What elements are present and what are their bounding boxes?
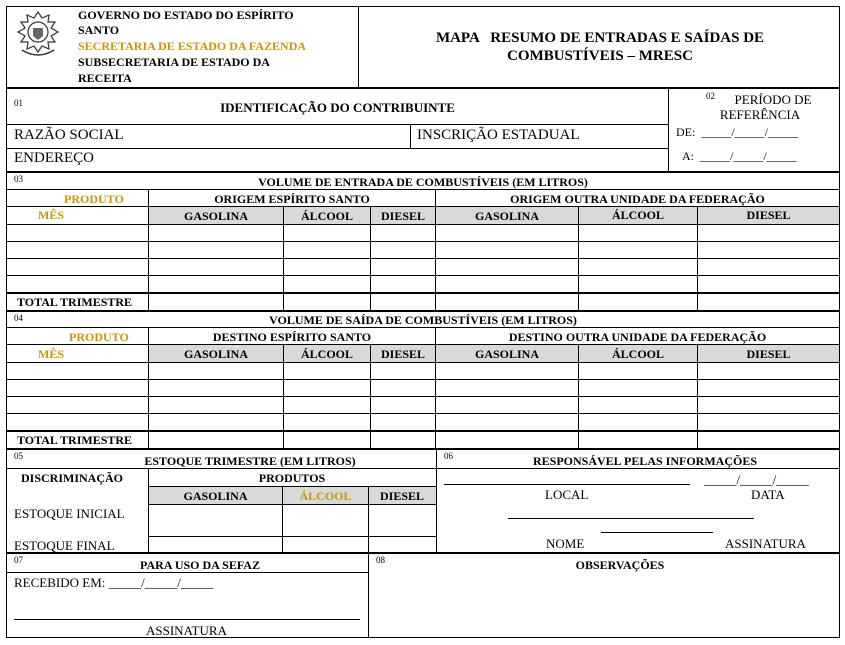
sec04-row-line xyxy=(7,344,839,345)
sec06-number: 06 xyxy=(444,451,453,461)
date-blank[interactable]: _____/_____/_____ xyxy=(704,472,809,487)
sec05-row-line xyxy=(149,536,436,537)
sec03-gasolina-uf: GASOLINA xyxy=(474,209,539,223)
sec05-gasolina: GASOLINA xyxy=(183,489,248,503)
sec03-col xyxy=(370,206,371,310)
sec03-gasolina-es: GASOLINA xyxy=(183,209,248,223)
sec04-col xyxy=(697,344,698,448)
assinatura-label: ASSINATURA xyxy=(725,536,806,551)
sec03-col xyxy=(578,206,579,310)
sec01-number: 01 xyxy=(14,98,23,108)
sec05-title: ESTOQUE TRIMESTRE (EM LITROS) xyxy=(144,454,356,468)
sec02-title xyxy=(690,92,830,122)
sec03-total-line xyxy=(7,292,839,294)
title-line1: MAPA RESUMO DE ENTRADAS E SAÍDAS DE xyxy=(435,30,765,46)
sec05-diesel: DIESEL xyxy=(379,489,425,503)
sec01-line-b xyxy=(7,148,668,149)
sec04-col xyxy=(370,344,371,448)
sec03-mes-label: MÊS xyxy=(38,208,65,222)
sec05-row-line xyxy=(149,504,436,505)
sec04-alcool-es: ÁLCOOL xyxy=(300,347,353,361)
sec04-row-line xyxy=(7,362,839,363)
sec07-title-line xyxy=(7,572,368,573)
sec04-diesel-es: DIESEL xyxy=(380,347,426,361)
sec02-title-line1: PERÍODO DE xyxy=(734,92,812,107)
sec05-06-divider xyxy=(436,450,437,552)
sec02-title-line2: REFERÊNCIA xyxy=(719,107,801,122)
sec05-col xyxy=(282,487,283,552)
periodo-a-field[interactable]: A: _____/_____/_____ xyxy=(682,149,797,163)
sec07-assinatura-line[interactable] xyxy=(14,619,360,620)
sec03-row-line xyxy=(7,258,839,259)
endereco-field[interactable]: ENDEREÇO xyxy=(14,150,94,166)
estoque-inicial-label: ESTOQUE INICIAL xyxy=(14,506,125,521)
sec01-title: IDENTIFICAÇÃO DO CONTRIBUINTE xyxy=(220,100,455,115)
sec06-title-line xyxy=(437,468,839,469)
local-label: LOCAL xyxy=(545,487,589,502)
estoque-final-label: ESTOQUE FINAL xyxy=(14,538,115,553)
sec04-total-label: TOTAL TRIMESTRE xyxy=(17,433,133,447)
sec03-origem-uf: ORIGEM OUTRA UNIDADE DA FEDERAÇÃO xyxy=(510,192,765,206)
coat-of-arms-icon xyxy=(14,10,62,60)
sec05-produtos: PRODUTOS xyxy=(258,471,326,485)
sec04-produto-label: PRODUTO xyxy=(69,330,129,344)
title-line2: COMBUSTÍVEIS – MRESC xyxy=(507,48,693,64)
sec05-alcool: ÁLCOOL xyxy=(299,489,352,503)
sec04-gasolina-es: GASOLINA xyxy=(183,347,248,361)
subsec-line2: RECEITA xyxy=(78,71,132,85)
gov-line2: SANTO xyxy=(78,23,120,37)
data-label: DATA xyxy=(751,487,785,502)
sec04-alcool-uf: ÁLCOOL xyxy=(611,347,664,361)
sec07-title: PARA USO DA SEFAZ xyxy=(140,558,260,572)
sec04-number: 04 xyxy=(14,313,23,323)
sec04-row-line xyxy=(7,396,839,397)
sec04-col xyxy=(578,344,579,448)
sec07-assinatura-label: ASSINATURA xyxy=(146,623,227,638)
sec03-col xyxy=(283,206,284,310)
sec06-title: RESPONSÁVEL PELAS INFORMAÇÕES xyxy=(532,454,758,468)
sec03-number: 03 xyxy=(14,174,23,184)
recebido-em-field[interactable]: RECEBIDO EM: _____/_____/_____ xyxy=(14,575,214,590)
sec04-mes-label: MÊS xyxy=(38,347,65,361)
sec03-produto-label: PRODUTO xyxy=(64,192,124,206)
sec04-diesel-uf: DIESEL xyxy=(746,347,791,361)
razao-social-field[interactable]: RAZÃO SOCIAL xyxy=(14,127,124,143)
sec03-alcool-uf: ÁLCOOL xyxy=(611,208,664,222)
sec03-row-line xyxy=(7,206,839,207)
form-title xyxy=(360,29,840,65)
sec03-col xyxy=(148,190,149,310)
sec01-line-a xyxy=(7,124,668,125)
sec08-title: OBSERVAÇÕES xyxy=(575,558,665,572)
gov-line1: GOVERNO DO ESTADO DO ESPÍRITO xyxy=(78,8,294,22)
sec03-col xyxy=(435,190,436,310)
inscricao-estadual-field[interactable]: INSCRIÇÃO ESTADUAL xyxy=(417,127,580,143)
sec04-gasolina-uf: GASOLINA xyxy=(474,347,539,361)
sec03-diesel-uf: DIESEL xyxy=(746,208,791,222)
sec05-col xyxy=(148,469,149,552)
header-divider xyxy=(358,7,359,87)
sec03-row-line xyxy=(7,241,839,242)
sec02-number: 02 xyxy=(706,91,715,101)
sec05-number: 05 xyxy=(14,451,23,461)
sec05-title-line xyxy=(7,468,436,469)
local-line[interactable] xyxy=(444,484,690,485)
sec02-divider xyxy=(668,89,669,171)
sec04-col xyxy=(148,328,149,448)
periodo-de-field[interactable]: DE: _____/_____/_____ xyxy=(676,125,798,139)
razao-divider xyxy=(410,124,411,148)
sec03-alcool-es: ÁLCOOL xyxy=(300,209,353,223)
sec07-08-divider xyxy=(368,554,369,637)
sec03-col xyxy=(697,206,698,310)
sec03-origem-es: ORIGEM ESPÍRITO SANTO xyxy=(214,192,370,206)
sec04-row-line xyxy=(7,379,839,380)
sec07-number: 07 xyxy=(14,555,23,565)
sec04-title: VOLUME DE SAÍDA DE COMBUSTÍVEIS (EM LITROS) xyxy=(269,313,577,327)
sec03-row-line xyxy=(7,224,839,225)
sec04-col xyxy=(283,344,284,448)
sec04-col xyxy=(435,328,436,448)
sec05-col xyxy=(368,487,369,552)
sec04-total-line xyxy=(7,430,839,432)
observacoes-area[interactable] xyxy=(370,574,838,636)
sec04-destino-uf: DESTINO OUTRA UNIDADE DA FEDERAÇÃO xyxy=(508,330,767,344)
secretaria-label: SECRETARIA DE ESTADO DA FAZENDA xyxy=(78,39,307,53)
sec04-destino-es: DESTINO ESPÍRITO SANTO xyxy=(212,330,372,344)
sec03-title: VOLUME DE ENTRADA DE COMBUSTÍVEIS (EM LITROS) xyxy=(258,175,588,189)
nome-line[interactable] xyxy=(508,518,754,519)
sec08-number: 08 xyxy=(376,555,385,565)
nome-label: NOME xyxy=(546,536,585,551)
sec04-row-line xyxy=(7,413,839,414)
sec03-total-label: TOTAL TRIMESTRE xyxy=(17,295,133,309)
sec05-discriminacao: DISCRIMINAÇÃO xyxy=(21,471,124,485)
assinatura-line[interactable] xyxy=(601,532,713,533)
sec03-row-line xyxy=(7,275,839,276)
subsec-line1: SUBSECRETARIA DE ESTADO DA xyxy=(78,55,270,69)
sec03-diesel-es: DIESEL xyxy=(380,209,426,223)
